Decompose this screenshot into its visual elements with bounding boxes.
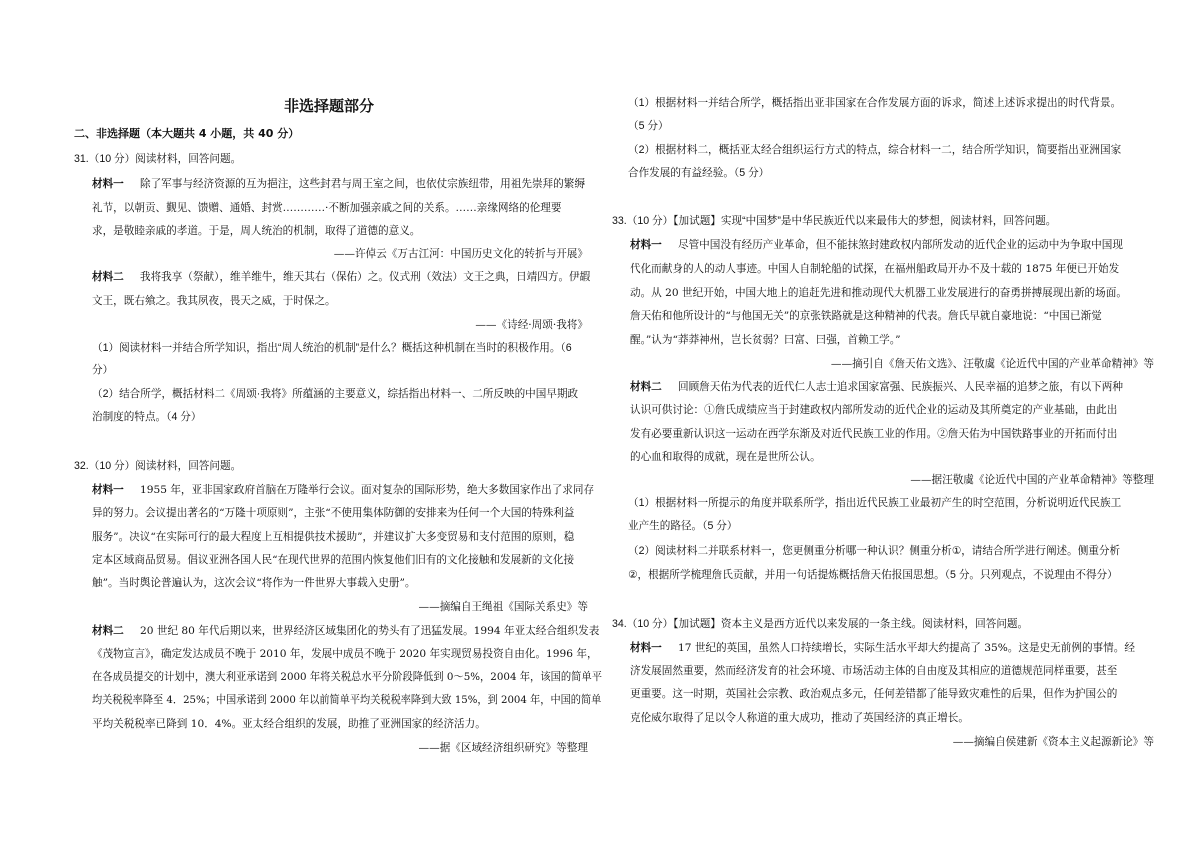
material-label: 材料二 — [92, 625, 124, 637]
sub-question-text: （2）结合所学，概括材料二《周颂·我将》所蕴涵的主要意义，综括指出材料一、二所反映的中国早期政 — [92, 388, 579, 400]
material-text-line: 定本区域商品贸易。倡议亚洲各国人民“在现代世界的范围内恢复他们旧有的文化接触和发展新的文化接 — [92, 554, 575, 566]
sub-question-text: 业产生的路径。（5 分） — [628, 520, 738, 532]
material-source: ——摘编自王绳祖《国际关系史》等 — [418, 601, 588, 613]
material-text-line: 我将我享（祭献），维羊维牛，维天其右（保佑）之。仪式刑（效法）文王之典，日靖四方。伊嘏 — [140, 271, 591, 283]
sub-question-text: （5 分） — [628, 120, 669, 132]
sub-question-text: 治制度的特点。（4 分） — [92, 411, 202, 423]
material-text-line: 发有必要重新认识这一运动在西学东渐及对近代民族工业的作用。②詹天佑为中国铁路事业的开拓而付出 — [630, 428, 1118, 440]
material-label: 材料一 — [92, 178, 124, 190]
question-32-header: 32.（10 分）阅读材料，回答问题。 — [74, 460, 242, 472]
material-label: 材料二 — [630, 381, 662, 393]
sub-question-text: （2）根据材料二，概括亚太经合组织运行方式的特点，综合材料一二，结合所学知识，简要指出亚洲国家 — [628, 144, 1122, 156]
material-text-line: 异的努力。会议提出著名的“万隆十项原则”，主张“不使用集体防御的安排来为任何一个大国的特殊利益 — [92, 507, 575, 519]
material-text-line: 触”。当时舆论普遍认为，这次会议“将作为一件世界大事载入史册”。 — [92, 577, 416, 589]
material-text-line: 1955 年，亚非国家政府首脑在万隆举行会议。面对复杂的国际形势，绝大多数国家作出了求同存 — [140, 484, 595, 496]
material-text-line: 的心血和取得的成就，现在是世所公认。 — [630, 451, 821, 463]
material-text-line: 在各成员提交的计划中，澳大利亚承诺到 2000 年将关税总水平分阶段降低到 0～5%，2004 年，该国的简单平 — [92, 671, 603, 683]
question-34-header: 34.（10 分）【加试题】资本主义是西方近代以来发展的一条主线。阅读材料，回答问题。 — [612, 618, 1029, 630]
sub-question-text: （1）阅读材料一并结合所学知识，指出“周人统治的机制”是什么？概括这种机制在当时的积极作用。（6 — [92, 342, 572, 354]
question-33-header: 33.（10 分）【加试题】实现“中国梦”是中华民族近代以来最伟大的梦想，阅读材料，回答问题。 — [612, 215, 1057, 227]
material-text-line: 济发展固然重要，然而经济发育的社会环境、市场活动主体的自由度及其相应的道德规范同样重要，甚至 — [630, 665, 1118, 677]
material-text-line: 礼节，以朝贡、觐见、馈赠、通婚、封赏…………·不断加强亲戚之间的关系。……亲缘网络的伦理要 — [92, 202, 562, 214]
material-text-line: 尽管中国没有经历产业革命，但不能抹煞封建政权内部所发动的近代企业的运动中为争取中国现 — [678, 239, 1123, 251]
material-text-line: 醒。”认为“莽莽神州，岂长贫弱？曰富、曰强，首赖工学。” — [630, 334, 901, 346]
material-text-line: 更重要。这一时期，英国社会宗教、政治观点多元，任何差错都了能导致灾难性的后果，但作为护国公的 — [630, 688, 1118, 700]
material-text-line: 求，是敬睦亲戚的孝道。于是，周人统治的机制，取得了道德的意义。 — [92, 225, 421, 237]
material-text-line: 文王，既右飨之。我其夙夜，畏天之威，于时保之。 — [92, 295, 336, 307]
material-label: 材料一 — [630, 239, 662, 251]
sub-question-text: （2）阅读材料二并联系材料一，您更侧重分析哪一种认识？侧重分析①，请结合所学进行阐述。侧重分析 — [628, 545, 1121, 557]
material-source: ——摘引自《詹天佑文选》、汪敬虞《论近代中国的产业革命精神》等 — [830, 358, 1154, 370]
sub-question-text: ②，根据所学梳理詹氏贡献，并用一句话提炼概括詹天佑报国思想。（5 分。只列观点，不说理由不得分） — [628, 569, 1118, 581]
sub-question-text: 合作发展的有益经验。（5 分） — [628, 167, 770, 179]
material-source: ——许倬云《万古江河：中国历史文化的转折与开展》 — [333, 248, 588, 260]
material-text-line: 代化而献身的人的动人事迹。中国人自制轮船的试探，在福州船政局开办不及十载的 1875 年便已开始发 — [630, 263, 1120, 275]
page-title: 非选择题部分 — [284, 97, 375, 115]
material-text-line: 克伦威尔取得了足以令人称道的重大成功，推动了英国经济的真正增长。 — [630, 712, 969, 724]
material-text-line: 除了军事与经济资源的互为挹注，这些封君与周王室之间，也依仗宗族纽带，用祖先崇拜的繁缛 — [140, 178, 585, 190]
sub-question-text: （1）根据材料一并结合所学，概括指出亚非国家在合作发展方面的诉求，简述上述诉求提出的时代背景。 — [628, 97, 1122, 109]
material-text-line: 服务”。决议“在实际可行的最大程度上互相提供技术援助”，并建议扩大多变贸易和支付范围的原则，稳 — [92, 531, 575, 543]
material-text-line: 均关税税率降至 4．25%；中国承诺到 2000 年以前简单平均关税税率降到大致 15%，到 2004 年，中国的简单 — [92, 694, 602, 706]
material-text-line: 詹天佑和他所设计的“与他国无关”的京张铁路就是这种精神的代表。詹氏早就自豪地说：“中国已渐觉 — [630, 310, 1102, 322]
material-source: ——据汪敬虞《论近代中国的产业革命精神》等整理 — [910, 474, 1154, 486]
material-text-line: 平均关税税率已降到 10．4%。亚太经合组织的发展，助推了亚洲国家的经济活力。 — [92, 718, 486, 730]
material-text-line: 20 世纪 80 年代后期以来，世界经济区域集团化的势头有了迅猛发展。1994 年亚太经合组织发表 — [140, 625, 600, 637]
question-31-header: 31.（10 分）阅读材料，回答问题。 — [74, 153, 242, 165]
material-text-line: 《茂物宣言》，确定发达成员不晚于 2010 年，发展中成员不晚于 2020 年实现贸易投资自由化。1996 年， — [92, 648, 598, 660]
material-text-line: 17 世纪的英国，虽然人口持续增长，实际生活水平却大约提高了 35%。这是史无前例的事情。经 — [678, 642, 1135, 654]
sub-question-text: （1）根据材料一所提示的角度并联系所学，指出近代民族工业最初产生的时空范围，分析说明近代民族工 — [628, 497, 1122, 509]
material-label: 材料一 — [92, 484, 124, 496]
material-source: ——摘编自侯建新《资本主义起源新论》等 — [952, 736, 1154, 748]
section-heading: 二、非选择题（本大题共 4 小题，共 40 分） — [74, 127, 300, 140]
material-label: 材料一 — [630, 642, 662, 654]
material-text-line: 认识可供讨论：①詹氏成绩应当于封建政权内部所发动的近代企业的运动及其所奠定的产业基础，由此出 — [630, 404, 1118, 416]
material-source: ——据《区域经济组织研究》等整理 — [418, 742, 588, 754]
material-source: ——《诗经·周颂·我将》 — [475, 319, 588, 331]
material-label: 材料二 — [92, 271, 124, 283]
material-text-line: 回顾詹天佑为代表的近代仁人志士追求国家富强、民族振兴、人民幸福的追梦之旅，有以下两种 — [678, 381, 1123, 393]
sub-question-text: 分） — [92, 364, 114, 376]
material-text-line: 动。从 20 世纪开始，中国大地上的追赶先进和推动现代大机器工业发展进行的奋勇拼搏展现出新的场面。 — [630, 287, 1127, 299]
